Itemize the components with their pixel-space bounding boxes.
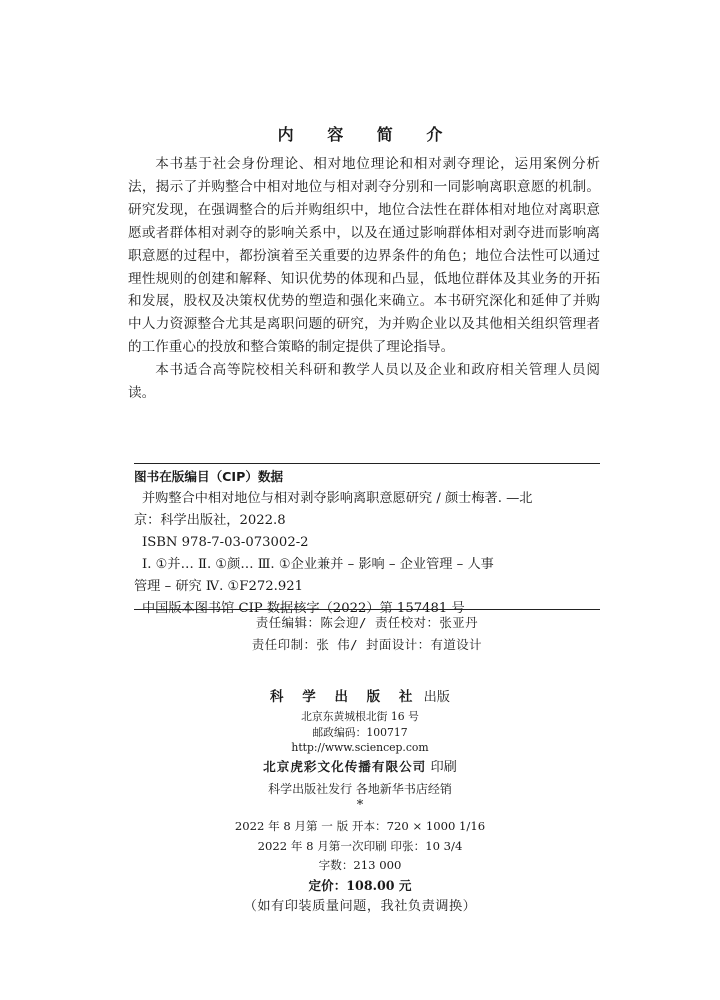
word-count: 字数：213 000 xyxy=(318,858,402,872)
publisher-suffix: 出版 xyxy=(423,690,450,705)
credits-line: 责任编辑：陈会迎/ 责任校对：张亚丹 xyxy=(255,615,479,630)
publisher-name: 科 学 出 版 社 xyxy=(270,689,420,705)
content-summary xyxy=(128,153,600,405)
cip-line: Ⅰ. ①并… Ⅱ. ①颜… Ⅲ. ①企业兼并 – 影响 – 企业管理 – 人事 xyxy=(142,557,494,572)
separator-star: * xyxy=(356,798,364,813)
price: 定价：108.00 元 xyxy=(308,877,412,893)
summary-paragraph: 本书适合高等院校相关科研和教学人员以及企业和政府相关管理人员阅读。 xyxy=(128,362,600,402)
cip-line: 中国版本图书馆 CIP 数据核字（2022）第 157481 号 xyxy=(142,601,465,616)
cip-block xyxy=(134,466,600,620)
printer-line xyxy=(0,756,720,779)
cip-top-rule xyxy=(134,463,600,464)
credits-line: 责任印制：张 伟/ 封面设计：有道设计 xyxy=(251,637,483,652)
page-title: 内 容 简 介 xyxy=(277,125,457,144)
publisher-postcode: 邮政编码：100717 xyxy=(312,725,408,739)
publisher-address: 北京东黄城根北街 16 号 xyxy=(301,710,419,723)
printer-suffix: 印刷 xyxy=(430,759,457,775)
distribution-line: 科学出版社发行 各地新华书店经销 xyxy=(268,781,452,796)
cip-line: 并购整合中相对地位与相对剥夺影响离职意愿研究 / 颜士梅著. —北 xyxy=(142,491,533,506)
publisher-url: http://www.sciencep.com xyxy=(291,741,429,754)
cip-line: 京：科学出版社，2022.8 xyxy=(134,513,286,528)
replacement-note: （如有印装质量问题，我社负责调换） xyxy=(243,899,477,914)
editorial-credits xyxy=(134,612,600,656)
printing-line: 2022 年 8 月第一次印刷 印张：10 3/4 xyxy=(257,838,463,853)
summary-paragraph: 本书基于社会身份理论、相对地位理论和相对剥夺理论，运用案例分析法，揭示了并购整合中相对地位与相对剥夺分别和一同影响离职意愿的机制。研究发现，在强调整合的后并购组织中，地位合法性在群体相对地位对离职意愿或者群体相对剥夺的影响关系中，以及在通过影响群体相对剥夺进而影响离职意愿的过程中，都扮演着至关重要的边界条件的角色；地位合法性可以通过理性规则的创建和解释、知识优势的体现和凸显，低地位群体及其业务的开拓和发展，股权及决策权优势的塑造和强化来确立。本书研究深化和延伸了并购中人力资源整合尤其是离职问题的研究，为并购企业以及其他相关组织管理者的工作重心的投放和整合策略的制定提供了理论指导。 xyxy=(128,156,600,356)
cip-line: 管理 – 研究 Ⅳ. ①F272.921 xyxy=(134,579,303,594)
cip-bottom-rule xyxy=(134,609,600,610)
cip-heading: 图书在版编目（CIP）数据 xyxy=(134,469,284,484)
publisher-info xyxy=(0,686,720,799)
edition-specs xyxy=(0,817,720,917)
publisher-line xyxy=(0,686,720,709)
cip-line: ISBN 978-7-03-073002-2 xyxy=(142,535,309,550)
printer-name: 北京虎彩文化传播有限公司 xyxy=(263,758,427,774)
edition-line: 2022 年 8 月第 一 版 开本：720 × 1000 1/16 xyxy=(234,819,486,833)
